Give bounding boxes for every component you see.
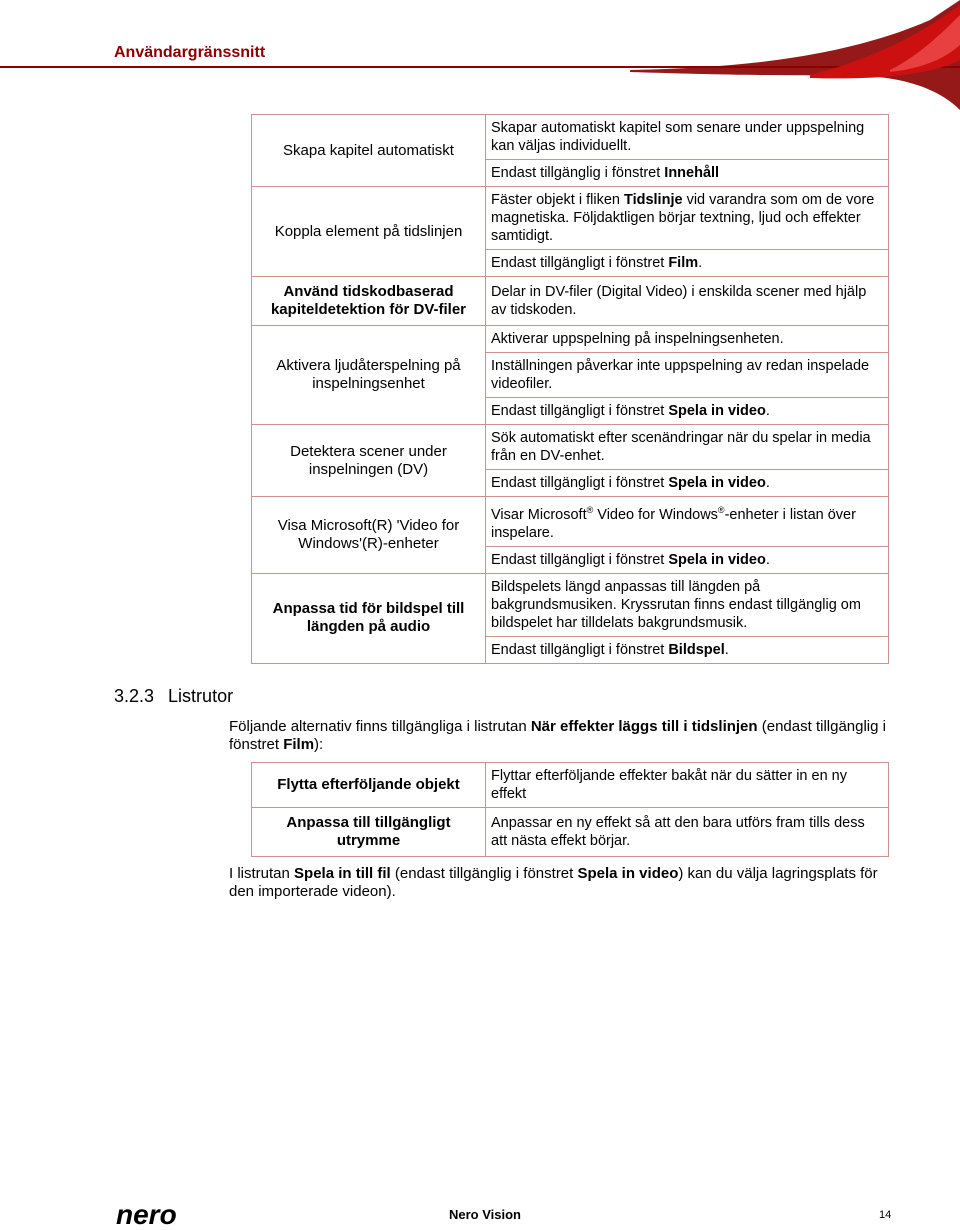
text-run: Inställningen påverkar inte uppspelning av redan inspelade videofiler. [491, 358, 870, 392]
bold-text-run: Spela in video [668, 403, 766, 419]
option-row [252, 277, 889, 326]
option-description [486, 160, 889, 187]
option-name: Skapa kapitel automatiskt [252, 115, 486, 187]
nero-logo [116, 1203, 200, 1227]
text-run: Endast tillgängligt i fönstret [491, 475, 669, 491]
nero-logo-text: nero [116, 1203, 177, 1227]
option-description [486, 115, 889, 160]
text-run: Endast tillgängligt i fönstret [491, 551, 669, 568]
option-description [486, 573, 889, 636]
text-run: -enheter i listan över inspelare. [491, 506, 856, 541]
option-description [486, 326, 889, 353]
option-description [486, 250, 889, 277]
section-heading [114, 686, 233, 707]
text-run: . [765, 551, 770, 568]
bold-text-run: Spela in video [577, 865, 679, 882]
text-run: Sök automatiskt efter scenändringar när du spelar in media från en DV-enhet. [491, 430, 871, 464]
bold-text-run: Film [283, 736, 315, 753]
option-name: Visa Microsoft(R) 'Video for Windows'(R)-enheter [252, 497, 486, 574]
option-description [486, 353, 889, 398]
text-run: ) kan du välja lagringsplats för den importerade videon). [229, 865, 878, 900]
page-header-title: Användargränssnitt [114, 44, 266, 61]
option-name: Aktivera ljudåterspelning på inspelningsenhet [252, 326, 486, 425]
text-run: Endast tillgängligt i fönstret [491, 255, 669, 271]
bold-text-run: Innehåll [664, 165, 720, 181]
option-description [486, 497, 889, 547]
option-description [486, 470, 889, 497]
brand-swoosh-graphic [630, 0, 960, 110]
text-run: . [765, 403, 770, 419]
text-run: (endast tillgänglig i fönstret [229, 718, 886, 753]
option-name: Anpassa tid för bildspel till längden på audio [252, 573, 486, 663]
text-run: Skapar automatiskt kapitel som senare under uppspelning kan väljas individuellt. [491, 120, 865, 154]
option-row [252, 573, 889, 636]
option-description [486, 187, 889, 250]
text-run: Endast tillgängligt i fönstret [491, 403, 669, 419]
list-option-row [252, 763, 889, 808]
list-option-name: Anpassa till tillgängligt utrymme [252, 808, 486, 857]
bold-text-run: Film [668, 255, 699, 271]
option-name: Koppla element på tidslinjen [252, 187, 486, 277]
text-run: vid varandra som om de vore magnetiska. Följdaktligen börjar textning, ljud och effekter samtidigt. [491, 192, 875, 244]
list-option-row [252, 808, 889, 857]
text-run: ® [717, 505, 725, 515]
list-option-description: Anpassar en ny effekt så att den bara utförs fram tills dess att nästa effekt börjar. [486, 808, 889, 857]
text-run: Aktiverar uppspelning på inspelningsenheten. [491, 331, 784, 347]
text-run: Endast tillgängligt i fönstret [491, 641, 669, 658]
option-row [252, 497, 889, 547]
text-run: ® [586, 505, 594, 515]
section-number: 3.2.3 [114, 686, 155, 706]
option-description [486, 546, 889, 573]
text-run: Delar in DV-filer (Digital Video) i enskilda scener med hjälp av tidskoden. [491, 284, 867, 318]
text-run: . [765, 475, 770, 491]
option-row [252, 425, 889, 470]
intro-paragraph [229, 718, 889, 754]
bold-text-run: Spela in video [668, 551, 766, 568]
option-description [486, 398, 889, 425]
footer-page-number: 14 [879, 1209, 892, 1221]
option-name: Detektera scener under inspelningen (DV) [252, 425, 486, 497]
section-title: Listrutor [168, 686, 234, 706]
bold-text-run: När effekter läggs till i tidslinjen [530, 718, 758, 735]
bold-text-run: Tidslinje [623, 192, 683, 208]
list-option-name: Flytta efterföljande objekt [252, 763, 486, 808]
list-option-description: Flyttar efterföljande effekter bakåt när du sätter in en ny effekt [486, 763, 889, 808]
text-run: Endast tillgänglig i fönstret [491, 165, 665, 181]
options-table [251, 114, 889, 664]
bold-text-run: Spela in till fil [294, 865, 391, 882]
bold-text-run: Spela in video [668, 475, 766, 491]
text-run: Fäster objekt i fliken [491, 192, 624, 208]
text-run: (endast tillgänglig i fönstret [390, 865, 578, 882]
text-run: ): [314, 736, 324, 753]
text-run: Video for Windows [593, 506, 718, 523]
text-run: Bildspelets längd anpassas till längden på bakgrundsmusiken. Kryssrutan finns endast tillgänglig om bildspelet har tilldelats bakgrundsmusik. [491, 578, 861, 631]
text-run: Följande alternativ finns tillgängliga i listrutan [229, 718, 531, 735]
text-run: . [724, 641, 729, 658]
text-run: Visar Microsoft [491, 506, 587, 523]
footer-product-name: Nero Vision [449, 1207, 522, 1222]
outro-paragraph [229, 865, 889, 901]
text-run: I listrutan [229, 865, 295, 882]
option-description [486, 425, 889, 470]
bold-text-run: Bildspel [668, 641, 725, 658]
option-row [252, 326, 889, 353]
option-name: Använd tidskodbaserad kapiteldetektion för DV-filer [252, 277, 486, 326]
list-options-table [251, 762, 889, 857]
option-row [252, 115, 889, 160]
option-description [486, 277, 889, 326]
option-description [486, 636, 889, 663]
option-row [252, 187, 889, 250]
text-run: . [698, 255, 703, 271]
